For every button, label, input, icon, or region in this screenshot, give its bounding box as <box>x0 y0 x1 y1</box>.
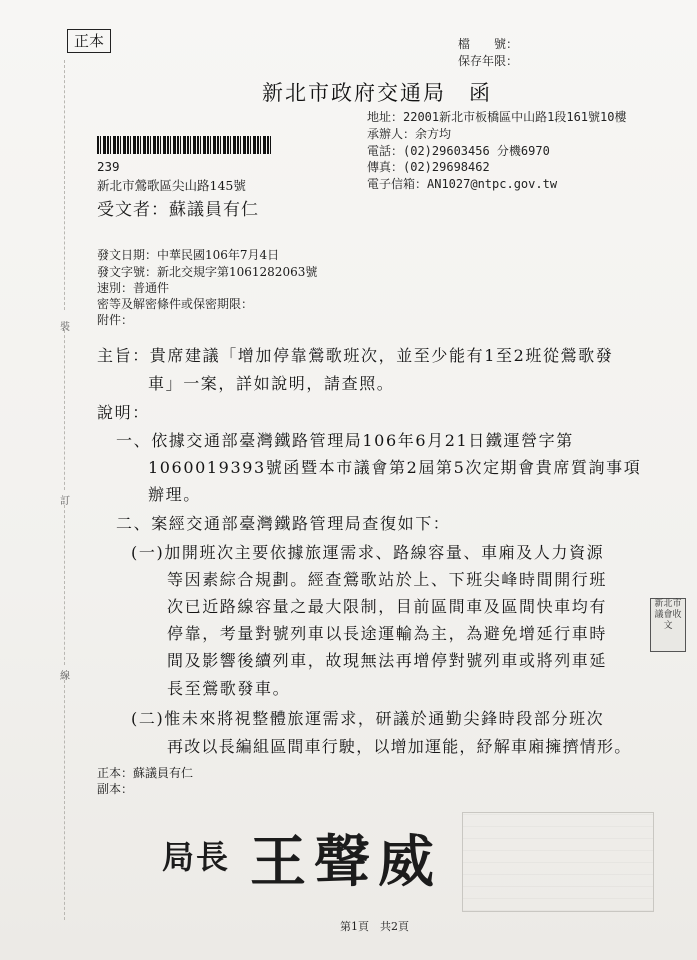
binding-mark-zhuang: 裝 <box>60 322 70 333</box>
secrecy-level: 密等及解密條件或保密期限： <box>97 297 254 311</box>
contact-phone: 電話：(02)29603456 分機6970 <box>367 144 550 158</box>
recipient-address: 新北市鶯歌區尖山路145號 <box>97 178 246 193</box>
sub1-line-2: 等因素綜合規劃。經查鶯歌站於上、下班尖峰時間開行班 <box>167 570 608 589</box>
binding-line-bottom <box>64 680 65 920</box>
barcode-icon <box>97 136 271 154</box>
sub2-line-2: 再改以長編組區間車行駛，以增加運能，紓解車廂擁擠情形。 <box>167 737 632 756</box>
signature-title: 局長 <box>162 838 231 876</box>
contact-email: 電子信箱：AN1027@ntpc.gov.tw <box>367 177 558 191</box>
binding-mark-xian: 線 <box>60 671 70 682</box>
page-footer: 第1頁 共2頁 <box>340 920 409 933</box>
item1-line-2: 1060019393號函暨本市議會第2屆第5次定期會貴席質詢事項 <box>148 458 642 477</box>
binding-line-low <box>64 505 65 665</box>
archive-number-label: 檔 號： <box>458 37 519 51</box>
sub1-line-1: (一)加開班次主要依據旅運需求、路線容量、車廂及人力資源 <box>131 543 605 562</box>
signature-name: 王聲威 <box>250 829 442 895</box>
contact-address: 地址：22001新北市板橋區中山路1段161號10樓 <box>367 110 627 124</box>
attachment: 附件： <box>97 313 134 327</box>
postal-code: 239 <box>97 159 120 174</box>
sub1-line-6: 長至鶯歌發車。 <box>167 679 291 698</box>
issue-date: 發文日期：中華民國106年7月4日 <box>97 248 280 262</box>
sub1-line-5: 間及影響後續列車，故現無法再增停對號列車或將列車延 <box>167 651 608 670</box>
subject-line-2: 車」一案，詳如說明，請查照。 <box>148 374 395 393</box>
contact-fax: 傳真：(02)29698462 <box>367 160 490 174</box>
retention-label: 保存年限： <box>458 54 519 68</box>
sub2-line-1: (二)惟未來將視整體旅運需求，研議於通勤尖鋒時段部分班次 <box>131 709 605 728</box>
explanation-label: 說明： <box>97 403 150 422</box>
receipt-chop-text: 新北市議會收文 <box>654 599 682 631</box>
item1-line-3: 辦理。 <box>148 485 201 504</box>
delivery-speed: 速別：普通件 <box>97 281 170 295</box>
binding-line-top <box>64 60 65 310</box>
sub1-line-3: 次已近路線容量之最大限制，目前區間車及區間快車均有 <box>167 597 608 616</box>
recipient: 受文者：蘇議員有仁 <box>97 200 259 220</box>
sub1-line-4: 停靠，考量對號列車以長途運輸為主，為避免增延行車時 <box>167 624 608 643</box>
cc-copy: 副本： <box>97 782 134 796</box>
copy-type-stamp: 正本 <box>67 29 111 53</box>
binding-line-mid <box>64 330 65 490</box>
item1-line-1: 一、依據交通部臺灣鐵路管理局106年6月21日鐵運營字第 <box>116 431 574 450</box>
item2-line-1: 二、案經交通部臺灣鐵路管理局查復如下： <box>116 514 451 533</box>
document-title: 新北市政府交通局 函 <box>262 81 492 105</box>
subject-line-1: 主旨：貴席建議「增加停靠鶯歌班次，並至少能有1至2班從鶯歌發 <box>97 346 614 365</box>
contact-handler: 承辦人：余方均 <box>367 127 452 141</box>
document-number: 發文字號：新北交規字第1061282063號 <box>97 265 318 279</box>
official-seal-area <box>462 812 654 912</box>
binding-mark-ding: 訂 <box>60 496 70 507</box>
cc-main: 正本：蘇議員有仁 <box>97 766 194 780</box>
receipt-chop <box>650 598 686 652</box>
